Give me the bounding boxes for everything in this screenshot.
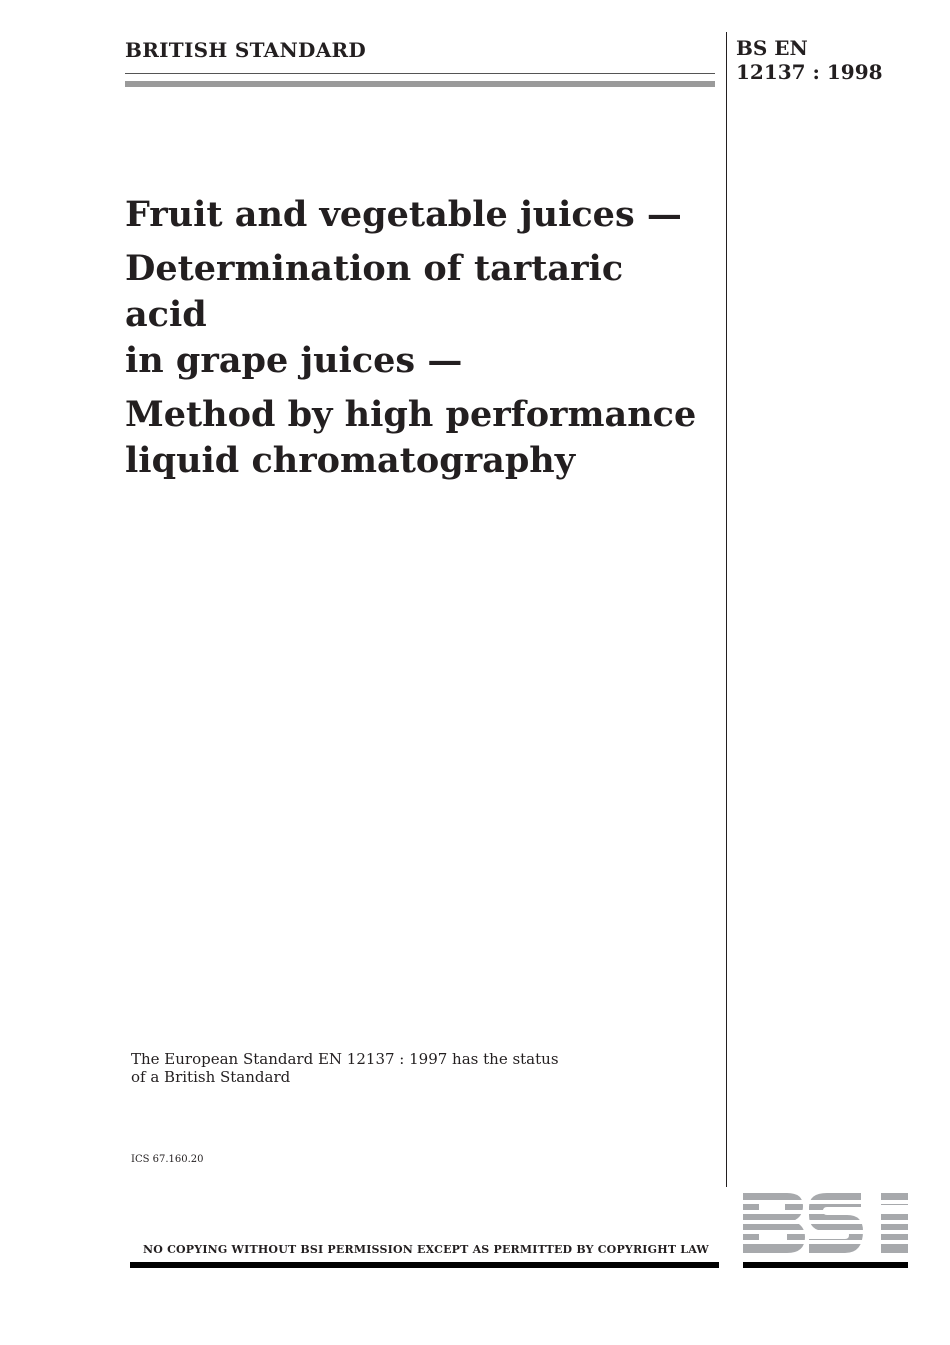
title-line-5: liquid chromatography (125, 440, 576, 481)
logo-underline (743, 1262, 908, 1268)
title-line-4: Method by high performance (125, 394, 697, 435)
ics-code: ICS 67.160.20 (131, 1154, 204, 1165)
standard-number (736, 36, 883, 84)
status-statement: The European Standard EN 12137 : 1997 has the status of a British Standard (131, 1050, 559, 1086)
header-label: BRITISH STANDARD (125, 38, 367, 62)
copyright-notice: NO COPYING WITHOUT BSI PERMISSION EXCEPT AS PERMITTED BY COPYRIGHT LAW (143, 1243, 709, 1256)
title-line-3: in grape juices — (125, 340, 463, 381)
title-line-1: Fruit and vegetable juices — (125, 194, 682, 235)
column-divider (726, 32, 727, 1187)
footer-rule (130, 1262, 719, 1268)
header-thin-rule (125, 73, 715, 74)
header-thick-rule (125, 81, 715, 87)
standard-number-line2: 12137 : 1998 (736, 60, 883, 84)
title-line-2: Determination of tartaric acid (125, 248, 624, 335)
standard-number-line1: BS EN (736, 36, 808, 60)
bsi-logo (743, 1193, 908, 1253)
document-title (125, 192, 715, 484)
